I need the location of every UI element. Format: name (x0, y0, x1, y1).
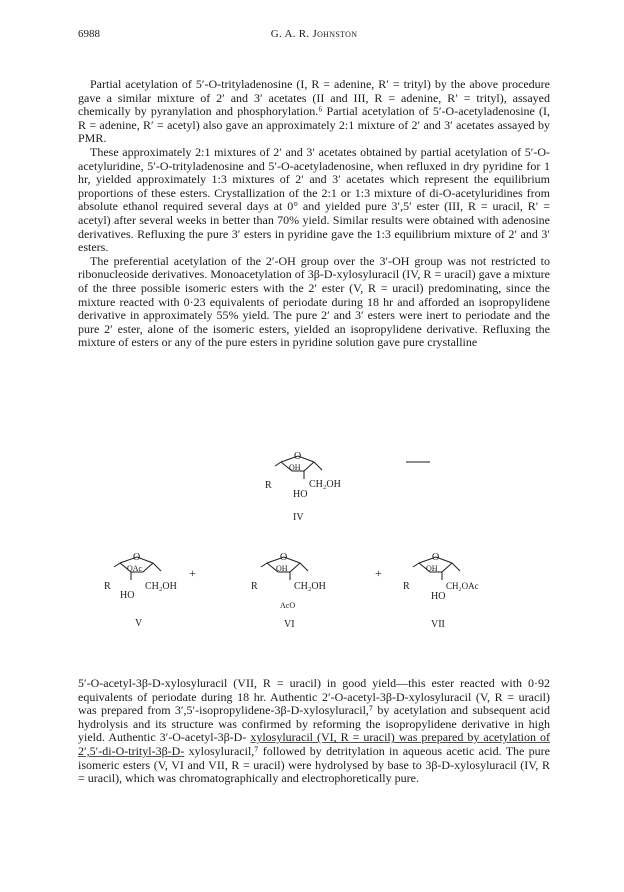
paragraph: The preferential acetylation of the 2′-OH group over the 3′-OH group was not restricted to ribonucleoside derivatives. Monoacetylation of 3β-D-xylosyluracil (IV, R = uracil) gave a mixture of the three possible isomeric esters with the 2′ ester (V, R = uracil) predominating, since the mixture reacted with 0·23 equivalents of periodate during 18 hr and afforded an isopropylidene derivative in approximately 55% yield. The pure 2′ and 3′ esters were inert to periodate and the pure 2′ ester, alone of the isomeric esters, yielded an isopropylidene derivative. Refluxing the mixture of esters or any of the pure esters in pyridine solution gave pure crystalline (78, 253, 550, 350)
hydroxyl-up: OH (426, 564, 438, 573)
paragraph (78, 677, 550, 786)
running-title: G. A. R. Johnston (270, 28, 358, 40)
hydroxyl-down: HO (293, 489, 308, 500)
compound-label-vi: VI (284, 619, 295, 630)
plus-sign: + (189, 566, 196, 580)
r-group: R (104, 581, 111, 592)
underlined-text-run: xylosyluracil (VI, R = uracil) was prepared by acetylation of 2′,5′-di-O-trityl-3β-D- (78, 730, 550, 758)
side-chain: CH₂OH (145, 581, 177, 592)
side-chain: CH₂OAc (446, 581, 479, 591)
page-number: 6988 (78, 28, 100, 40)
body-text-bottom (78, 677, 550, 786)
ring-oxygen: O (280, 552, 288, 563)
compound-label-vii: VII (431, 619, 445, 630)
ring-oxygen: O (432, 552, 440, 563)
acetoxy-down: AcO (280, 601, 296, 610)
paragraph: Partial acetylation of 5′-O-trityladenosine (I, R = adenine, R′ = trityl) by the above procedure gave a similar mixture of 2′ and 3′ acetates (II and III, R = adenine, R′ = trityl), assayed chemically by pyranylation and phosphorylation.⁶ Partial acetylation of 5′-O-acetyladenosine (I, R = adenine, R′ = acetyl) also gave an approximately 2:1 mixture of 2′ and 3′ acetates assayed by PMR. (78, 77, 550, 146)
compound-label-v: V (135, 618, 143, 629)
r-group: R (403, 581, 410, 592)
text-run: xylosyluracil,⁷ followed by detritylation in aqueous acetic acid. The pure isomeric esters (V, VI and VII, R = uracil) were hydrolysed by base to 3β-D-xylosyluracil (IV, R = uracil), which was chromatographically and electrophoretically pure. (78, 743, 550, 786)
acetoxy-up: OAc (127, 564, 143, 573)
hydroxyl-down: HO (431, 591, 446, 602)
compound-label-iv: IV (293, 512, 304, 523)
paragraph: These approximately 2:1 mixtures of 2′ and 3′ acetates obtained by partial acetylation of 5′-O-acetyluridine, 5′-O-trityladenosine and 5′-O-acetyladenosine, when refluxed in dry pyridine for 1 hr, yielded approximately 1:3 mixtures of 2′ and 3′ acetates which represent the equilibrium proportions of these esters. Crystallization of the 2:1 or 1:3 mixture of di-O-acetyluridines from absolute ethanol required several days at 0° and yielded pure 3′,5′ ester (III, R = uracil, R′ = acetyl) after several weeks in better than 70% yield. Similar results were obtained with adenosine derivatives. Refluxing the pure 3′ esters in pyridine gave the 1:3 equilibrium mixture of 2′ and 3′ esters. (78, 144, 550, 255)
side-chain: CH₂OH (294, 581, 326, 592)
ring-oxygen: O (133, 552, 141, 563)
ring-oxygen: O (294, 451, 302, 462)
r-group: R (265, 480, 272, 491)
side-chain: CH₂OH (309, 479, 341, 490)
text-run: 5′-O-acetyl-3β-D-xylosyluracil (VII, R = uracil) in good yield—this ester reacted with 0·92 equivalents of periodate during 18 hr. Authentic 2′-O-acetyl-3β-D-xylosyluracil (V, R = uracil) was prepared from 3′,5′-isopropylidene-3β-D-xylosyluracil,⁷ by acetylation and subsequent acid hydrolysis and its structure was confirmed by reforming the isopropylidene derivative in high yield. Authentic 3′-O-acetyl-3β-D- (78, 676, 550, 745)
hydroxyl-down: HO (120, 590, 135, 601)
hydroxyl-up: OH (276, 564, 288, 573)
plus-sign: + (375, 566, 382, 580)
r-group: R (251, 581, 258, 592)
hydroxyl-up: OH (289, 463, 301, 472)
